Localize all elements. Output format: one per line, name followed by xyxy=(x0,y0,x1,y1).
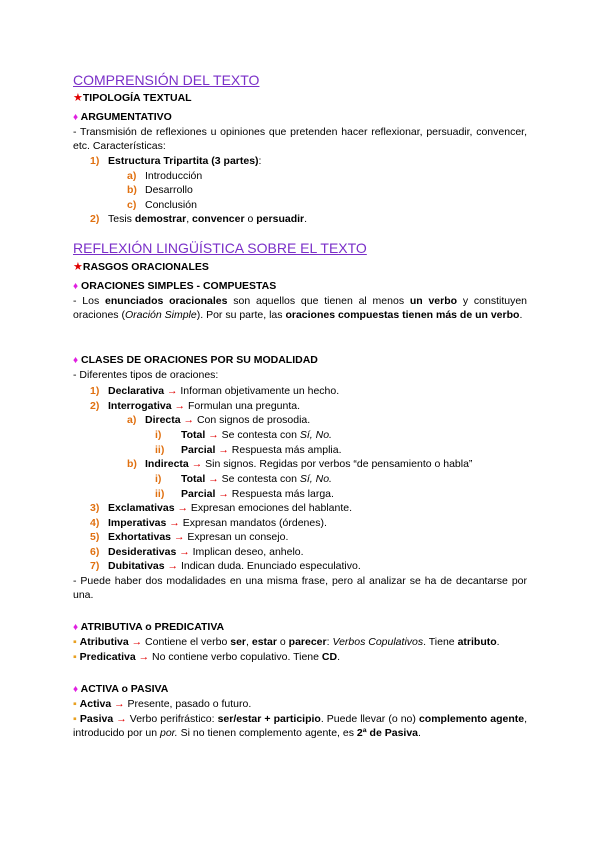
diamond-icon: ♦ xyxy=(73,112,79,123)
diamond-icon: ♦ xyxy=(73,355,79,366)
list-item: b) Desarrollo xyxy=(127,184,193,196)
bullet-icon: ▪ xyxy=(73,636,77,648)
list-item: a) Introducción xyxy=(127,170,203,182)
modalidad-note: - Puede haber dos modalidades en una misma frase, pero al analizar se ha de decantarse por una. xyxy=(73,575,527,601)
diamond-icon: ♦ xyxy=(73,622,79,633)
heading-simples: ♦ ORACIONES SIMPLES - COMPUESTAS xyxy=(73,280,277,292)
pasiva-line: ▪ Pasiva → Verbo perifrástico: ser/estar + participio. Puede llevar (o no) complemento agente, introducido por un por. Si no tienen complemento agente, es 2ª de Pasiva. xyxy=(73,713,528,739)
heading-argumentativo: ♦ ARGUMENTATIVO xyxy=(73,111,172,123)
diamond-icon: ♦ xyxy=(73,281,79,292)
list-item: c) Conclusión xyxy=(127,199,197,211)
list-item: ii) Parcial → Respuesta más larga. xyxy=(155,488,334,500)
diamond-icon: ♦ xyxy=(73,684,79,695)
star-icon: ★ xyxy=(73,92,83,104)
list-item: 5) Exhortativas → Expresan un consejo. xyxy=(90,531,289,543)
star-icon: ★ xyxy=(73,261,83,273)
heading-modalidad: ♦ CLASES DE ORACIONES POR SU MODALIDAD xyxy=(73,354,318,366)
list-item: 4) Imperativas → Expresan mandatos (órdenes). xyxy=(90,517,327,529)
heading-rasgos: ★RASGOS ORACIONALES xyxy=(73,261,209,273)
bullet-icon: ▪ xyxy=(73,651,77,663)
activa-line: ▪ Activa → Presente, pasado o futuro. xyxy=(73,698,252,710)
list-item: a) Directa → Con signos de prosodia. xyxy=(127,414,311,426)
heading-atributiva: ♦ ATRIBUTIVA o PREDICATIVA xyxy=(73,621,225,633)
paragraph-simples: - Los enunciados oracionales son aquellos que tienen al menos un verbo y constituyen oraciones (Oración Simple). Por su parte, las oraciones compuestas tienen más de un verbo. xyxy=(73,295,528,321)
list-item: i) Total → Se contesta con Sí, No. xyxy=(155,429,332,441)
list-item: 2) Tesis demostrar, convencer o persuadir. xyxy=(90,213,308,225)
bullet-icon: ▪ xyxy=(73,713,77,725)
list-item: b) Indirecta → Sin signos. Regidas por verbos “de pensamiento o habla” xyxy=(127,458,473,470)
list-item: 7) Dubitativas → Indican duda. Enunciado especulativo. xyxy=(90,560,361,572)
heading-activa: ♦ ACTIVA o PASIVA xyxy=(73,683,169,695)
section-title-reflexion: REFLEXIÓN LINGÜÍSTICA SOBRE EL TEXTO xyxy=(73,240,367,256)
list-item: 2) Interrogativa → Formulan una pregunta. xyxy=(90,400,301,412)
list-item: 1) Declarativa → Informan objetivamente un hecho. xyxy=(90,385,340,397)
section-title-comprension: COMPRENSIÓN DEL TEXTO xyxy=(73,72,260,88)
list-item: ii) Parcial → Respuesta más amplia. xyxy=(155,444,342,456)
list-item: 3) Exclamativas → Expresan emociones del hablante. xyxy=(90,502,353,514)
heading-tipologia: ★TIPOLOGÍA TEXTUAL xyxy=(73,92,192,104)
atributiva-line: ▪ Atributiva → Contiene el verbo ser, estar o parecer: Verbos Copulativos. Tiene atributo. xyxy=(73,636,500,648)
bullet-icon: ▪ xyxy=(73,698,77,710)
list-item: 1) Estructura Tripartita (3 partes): xyxy=(90,155,262,167)
list-item: 6) Desiderativas → Implican deseo, anhelo. xyxy=(90,546,304,558)
list-item: i) Total → Se contesta con Sí, No. xyxy=(155,473,332,485)
paragraph-argumentativo: - Transmisión de reflexiones u opiniones que pretenden hacer reflexionar, persuadir, convencer, etc. Características: xyxy=(73,126,527,152)
modalidad-intro: - Diferentes tipos de oraciones: xyxy=(73,369,219,381)
predicativa-line: ▪ Predicativa → No contiene verbo copulativo. Tiene CD. xyxy=(73,651,340,663)
